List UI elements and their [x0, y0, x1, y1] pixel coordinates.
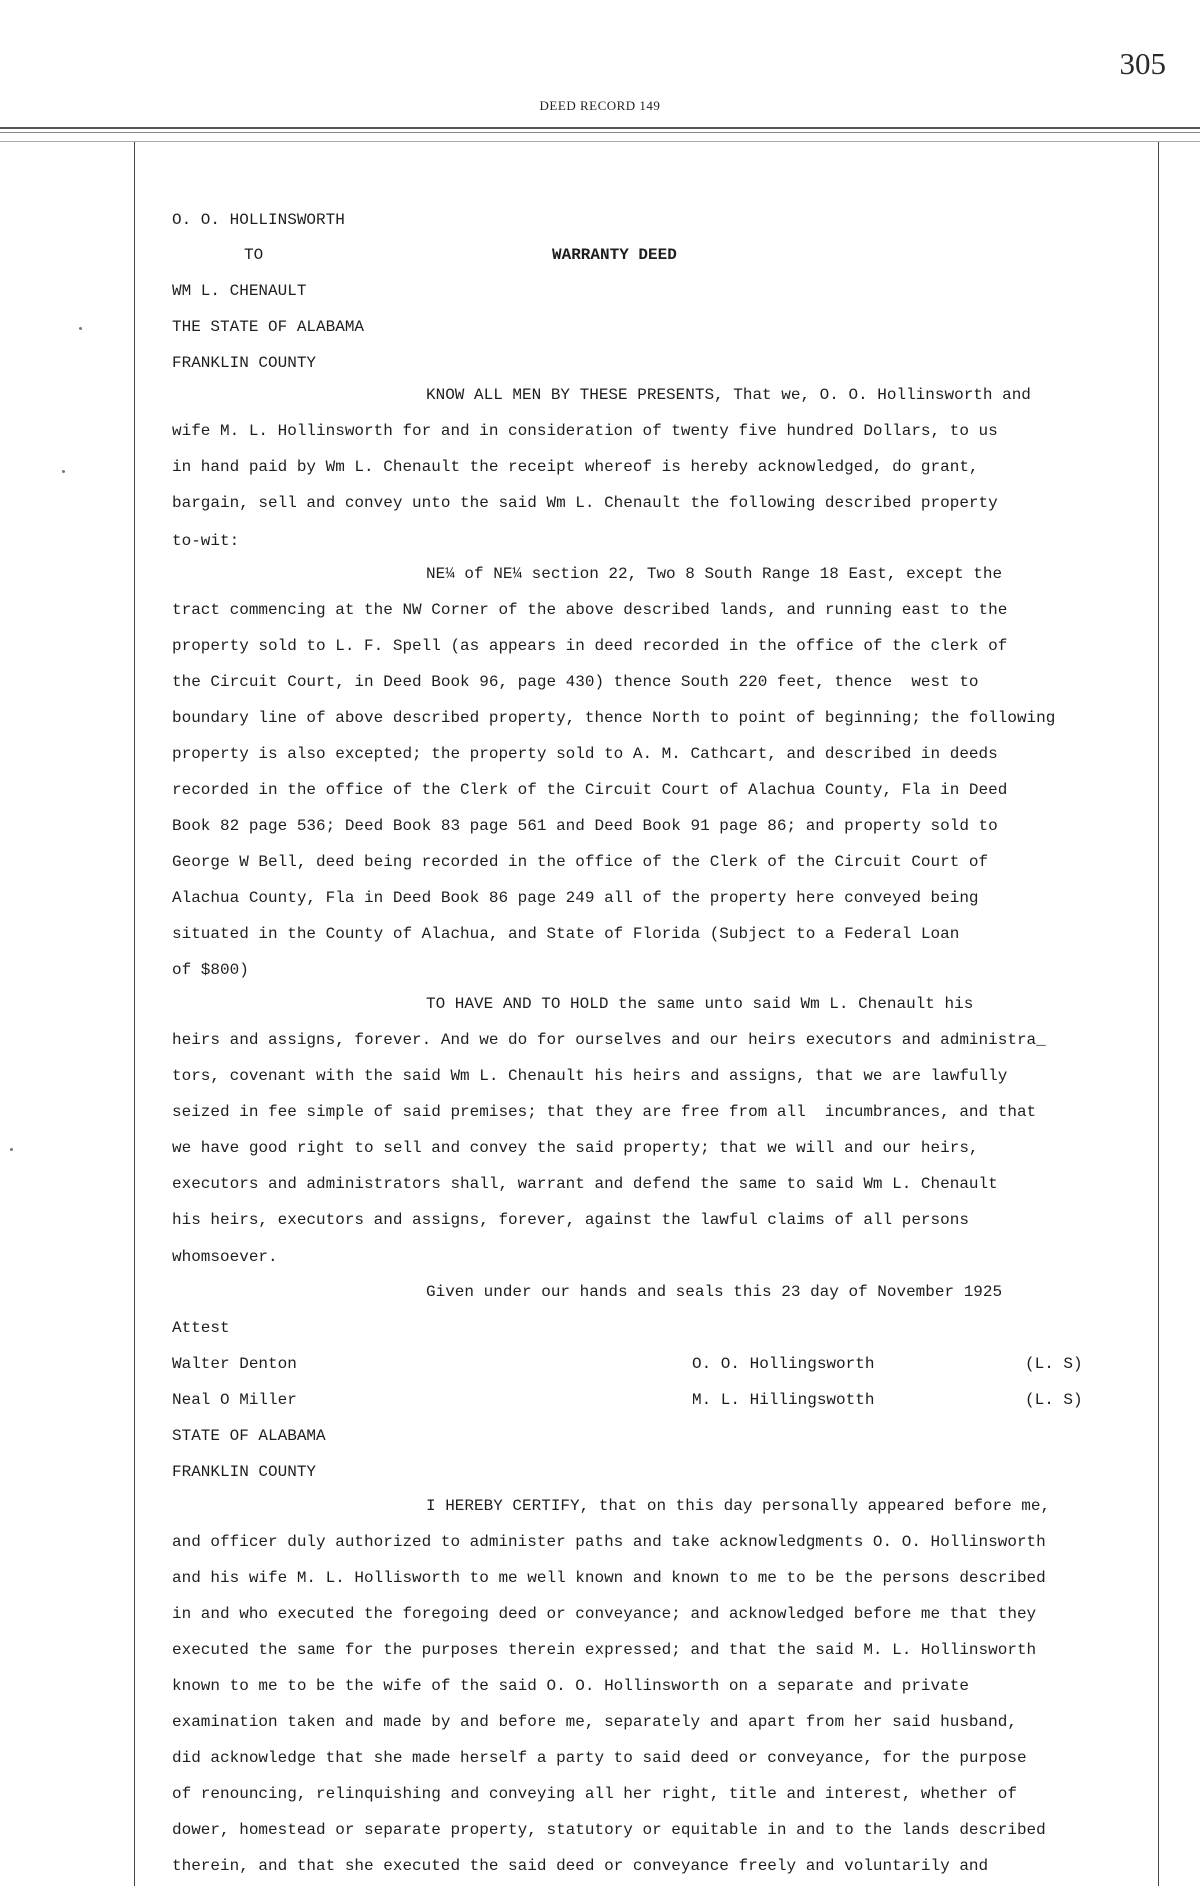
signatory-name: O. O. Hollingsworth: [692, 1355, 875, 1373]
habendum-line: tors, covenant with the said Wm L. Chenault his heirs and assigns, that we are lawfully: [172, 1067, 1008, 1085]
opening-line: to-wit:: [172, 532, 240, 550]
acknowledgment-line: I HEREBY CERTIFY, that on this day personally appeared before me,: [426, 1497, 1051, 1515]
acknowledgment-county: FRANKLIN COUNTY: [172, 1463, 317, 1481]
scan-speck: [62, 470, 65, 473]
caption-county: FRANKLIN COUNTY: [172, 354, 317, 372]
description-line: recorded in the office of the Clerk of the Circuit Court of Alachua County, Fla in Deed: [172, 781, 1008, 799]
habendum-line: seized in fee simple of said premises; that they are free from all incumbrances, and that: [172, 1103, 1037, 1121]
habendum-line: his heirs, executors and assigns, forever, against the lawful claims of all persons: [172, 1211, 969, 1229]
page-number: 305: [1119, 46, 1166, 81]
acknowledgment-line: in and who executed the foregoing deed or conveyance; and acknowledged before me that they: [172, 1605, 1037, 1623]
header-rule: [0, 141, 1200, 142]
description-line: Alachua County, Fla in Deed Book 86 page 249 all of the property here conveyed being: [172, 889, 979, 907]
acknowledgment-line: of renouncing, relinquishing and conveying all her right, title and interest, whether of: [172, 1785, 1017, 1803]
description-line: property sold to L. F. Spell (as appears in deed recorded in the office of the clerk of: [172, 637, 1008, 655]
seal-mark: (L. S): [1025, 1391, 1083, 1409]
seal-mark: (L. S): [1025, 1355, 1083, 1373]
right-margin-line: [1158, 142, 1159, 1886]
habendum-line: we have good right to sell and convey the said property; that we will and our heirs,: [172, 1139, 979, 1157]
description-line: the Circuit Court, in Deed Book 96, page 430) thence South 220 feet, thence west to: [172, 673, 979, 691]
left-margin-line: [134, 142, 135, 1886]
caption-to: TO: [244, 246, 264, 264]
acknowledgment-line: and his wife M. L. Hollisworth to me well known and known to me to be the persons described: [172, 1569, 1046, 1587]
witness-name: Neal O Miller: [172, 1391, 297, 1409]
opening-line: in hand paid by Wm L. Chenault the receipt whereof is hereby acknowledged, do grant,: [172, 458, 979, 476]
acknowledgment-state: STATE OF ALABAMA: [172, 1427, 326, 1445]
scan-speck: [79, 327, 82, 330]
attest-label: Attest: [172, 1319, 230, 1337]
document-type: WARRANTY DEED: [552, 246, 677, 264]
opening-line: bargain, sell and convey unto the said Wm L. Chenault the following described property: [172, 494, 998, 512]
habendum-line: whomsoever.: [172, 1248, 278, 1266]
acknowledgment-line: executed the same for the purposes therein expressed; and that the said M. L. Hollinsworth: [172, 1641, 1037, 1659]
opening-line: wife M. L. Hollinsworth for and in consideration of twenty five hundred Dollars, to us: [172, 422, 998, 440]
grantee-name: WM L. CHENAULT: [172, 282, 307, 300]
testimonium: Given under our hands and seals this 23 day of November 1925: [426, 1283, 1003, 1301]
description-line: property is also excepted; the property sold to A. M. Cathcart, and described in deeds: [172, 745, 998, 763]
header-rule: [0, 132, 1200, 133]
signatory-name: M. L. Hillingswotth: [692, 1391, 875, 1409]
header-rule: [0, 127, 1200, 129]
acknowledgment-line: dower, homestead or separate property, statutory or equitable in and to the lands described: [172, 1821, 1046, 1839]
description-line: Book 82 page 536; Deed Book 83 page 561 and Deed Book 91 page 86; and property sold to: [172, 817, 998, 835]
acknowledgment-line: known to me to be the wife of the said O. O. Hollinsworth on a separate and private: [172, 1677, 969, 1695]
acknowledgment-line: and officer duly authorized to administer paths and take acknowledgments O. O. Hollinsworth: [172, 1533, 1046, 1551]
scan-speck: [10, 1148, 13, 1151]
habendum-line: heirs and assigns, forever. And we do for ourselves and our heirs executors and administra_: [172, 1031, 1046, 1049]
running-head: DEED RECORD 149: [539, 98, 661, 113]
habendum-line: executors and administrators shall, warrant and defend the same to said Wm L. Chenault: [172, 1175, 998, 1193]
description-line: NE¼ of NE¼ section 22, Two 8 South Range 18 East, except the: [426, 565, 1003, 583]
acknowledgment-line: examination taken and made by and before me, separately and apart from her said husband,: [172, 1713, 1017, 1731]
description-line: boundary line of above described property, thence North to point of beginning; the following: [172, 709, 1056, 727]
caption-state: THE STATE OF ALABAMA: [172, 318, 365, 336]
witness-name: Walter Denton: [172, 1355, 297, 1373]
acknowledgment-line: therein, and that she executed the said deed or conveyance freely and voluntarily and: [172, 1857, 989, 1875]
description-line: of $800): [172, 961, 249, 979]
habendum-line: TO HAVE AND TO HOLD the same unto said Wm L. Chenault his: [426, 995, 974, 1013]
acknowledgment-line: did acknowledge that she made herself a party to said deed or conveyance, for the purpose: [172, 1749, 1027, 1767]
description-line: tract commencing at the NW Corner of the above described lands, and running east to the: [172, 601, 1008, 619]
description-line: situated in the County of Alachua, and State of Florida (Subject to a Federal Loan: [172, 925, 960, 943]
opening-line: KNOW ALL MEN BY THESE PRESENTS, That we, O. O. Hollinsworth and: [426, 386, 1031, 404]
grantor-name: O. O. HOLLINSWORTH: [172, 211, 345, 229]
description-line: George W Bell, deed being recorded in the office of the Clerk of the Circuit Court of: [172, 853, 989, 871]
